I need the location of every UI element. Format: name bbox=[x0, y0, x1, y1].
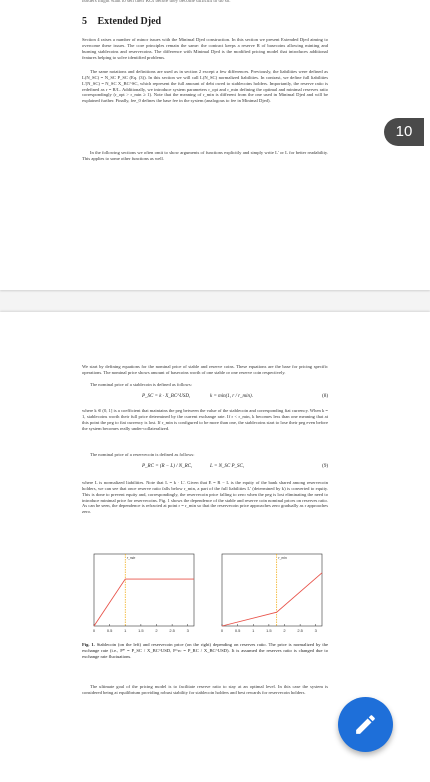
equation-9-rhs: L = N_SC P_SC, bbox=[210, 464, 245, 469]
x-tick-label: 2 bbox=[283, 628, 286, 633]
paragraph-sc-price-intro: The nominal price of a stablecoin is defined as follows: bbox=[90, 382, 192, 387]
page-number-badge: 10 bbox=[384, 118, 424, 146]
r-min-label: r_min bbox=[278, 556, 287, 560]
paragraph-notes: In the following sections we often omit to show arguments of functions explicitly and simply write L' or L for better readability. This applies to some other functions as well. bbox=[82, 150, 328, 161]
section-heading bbox=[82, 16, 161, 27]
stablecoin-price-chart bbox=[86, 550, 198, 636]
paragraph-intro: Section 4 raises a number of minor issues with the Minimal Djed construction. In this section we present Extended Djed aiming to overcome these issues. The core principles remain the same: the contract keeps a reserve R of basecoins allowing minting and burning stablecoins and reservecoins. The difference with Minimal Djed is the modified pricing model that introduces additional features helping to solve identified problems. bbox=[82, 37, 328, 60]
paragraph-nominal-price: We start by defining equations for the nominal price of stable and reserve coins. These equations are the base for pricing specific operations. The nominal price shows amount of basecoins worth of one stable or one reserve coin respectively. bbox=[82, 364, 328, 375]
pencil-icon bbox=[353, 712, 378, 737]
x-tick-label: 3 bbox=[186, 628, 189, 633]
x-tick-label: 1 bbox=[252, 628, 255, 633]
plot-frame bbox=[94, 554, 194, 626]
paragraph-normalized-liabilities: where L is normalized liabilities. Note that L = k · L'. Given that E = R − L is the equity of the bank shared among reservecoin holders, we can see that once reserve ratio falls below r_min, a part of the full liabilities L' (determined by k) is converted to equity. This is done to prevent equity and, correspondingly, the reservecoin price falling to zero when the peg is lost eliminating the need to introduce minimal price for reservecoins. Fig. 1 shows the dependence of the stable and reserve coin nominal prices on reserves ratio. As can be seen, the dependence is refracted at point r = r_min so that the reservecoin price approaches zero gradually as r approaches zero. bbox=[82, 480, 328, 515]
reservecoin-price-chart bbox=[214, 550, 326, 636]
equation-9-number: (9) bbox=[322, 464, 328, 469]
figure-caption-text: Stablecoin (on the left) and reservecoin price (on the right) depending on reserves ratio. The price is normalized by the exchange rate (i.e., P* = P_SC / X_BC^USD, P^rc = P_RC / X_BC^USD). It is assumed the reserves ratio is changed due to exchange rate fluctuations. bbox=[82, 642, 329, 659]
x-tick-label: 0.5 bbox=[106, 628, 113, 633]
equation-8-lhs: P_SC = k · X_BC^USD, bbox=[142, 394, 191, 399]
equation-9 bbox=[82, 464, 328, 473]
equation-8 bbox=[82, 394, 328, 403]
edit-fab-button[interactable] bbox=[338, 697, 393, 752]
x-tick-label: 0.5 bbox=[234, 628, 241, 633]
x-tick-label: 2.5 bbox=[169, 628, 175, 633]
section-title: Extended Djed bbox=[97, 16, 162, 27]
x-tick-label: 0 bbox=[220, 628, 224, 633]
x-tick-label: 1.5 bbox=[138, 628, 144, 633]
section-number: 5 bbox=[82, 16, 87, 27]
figure-caption bbox=[82, 642, 328, 660]
paragraph-rc-price-intro: The nominal price of a reservecoin is defined as follows: bbox=[90, 452, 195, 457]
previous-page-text: holders might want to sell their RCs before they become difficult to do so. bbox=[82, 0, 231, 4]
r-min-label: r_min bbox=[126, 556, 136, 560]
x-tick-label: 0 bbox=[92, 628, 96, 633]
x-tick-label: 1.5 bbox=[266, 628, 272, 633]
x-tick-label: 2 bbox=[155, 628, 158, 633]
paragraph-equilibrium: The ultimate goal of the pricing model is to facilitate reserve ratio to stay at an optimal level. In this case the system is considered being at equilibrium providing robust stability for stablecoin holders and best rewards for reservecoin holders. bbox=[82, 684, 328, 695]
equation-8-number: (8) bbox=[322, 394, 328, 399]
plot-frame bbox=[222, 554, 322, 626]
equation-9-lhs: P_RC = (R − L) / N_RC, bbox=[142, 464, 193, 469]
pdf-page-1 bbox=[0, 0, 430, 290]
x-tick-label: 3 bbox=[314, 628, 317, 633]
paragraph-coefficient: where k ∈ (0, 1] is a coefficient that maintains the peg between the value of the stablecoin and corresponding fiat currency. When k = 1, stablecoins worth their full price determined by the current exchange rate. If r < r_min, k becomes less than one meaning that at this point the peg to fiat currency is lost. If r_min is configured to be more than one, the stablecoins start to lose their peg even before the system becomes really under-collateralized. bbox=[82, 408, 328, 431]
figure-caption-label: Fig. 1. bbox=[82, 642, 95, 647]
paragraph-notations: The same notations and definitions are used as in section 2 except a few differences. Previously, the liabilities were defined as L(N_SC) = N_SC P_SC (Eq. (3)). In this section we will call L(N_SC) normalized liabilities. In contrast, we define full liabilities L'(N_SC) = N_SC X_BC^SC, which represent the full amount of debt owed to stablecoins holders. Importantly, the reserve ratio is redefined as r = R/L. Additionally, we introduce system parameters r_opt and r_min defining the optimal and minimal reserves ratio correspondingly (r_opt > r_min ≥ 1). Note that the meaning of r_min is different from the one used in Minimal Djed and will be explained further. Finally, fee_0 defines the base fee in the system (analogous to fee in Minimal Djed). bbox=[82, 69, 328, 104]
equation-8-rhs: k = min(1, r / r_min). bbox=[210, 394, 253, 399]
x-tick-label: 1 bbox=[124, 628, 127, 633]
x-tick-label: 2.5 bbox=[297, 628, 303, 633]
